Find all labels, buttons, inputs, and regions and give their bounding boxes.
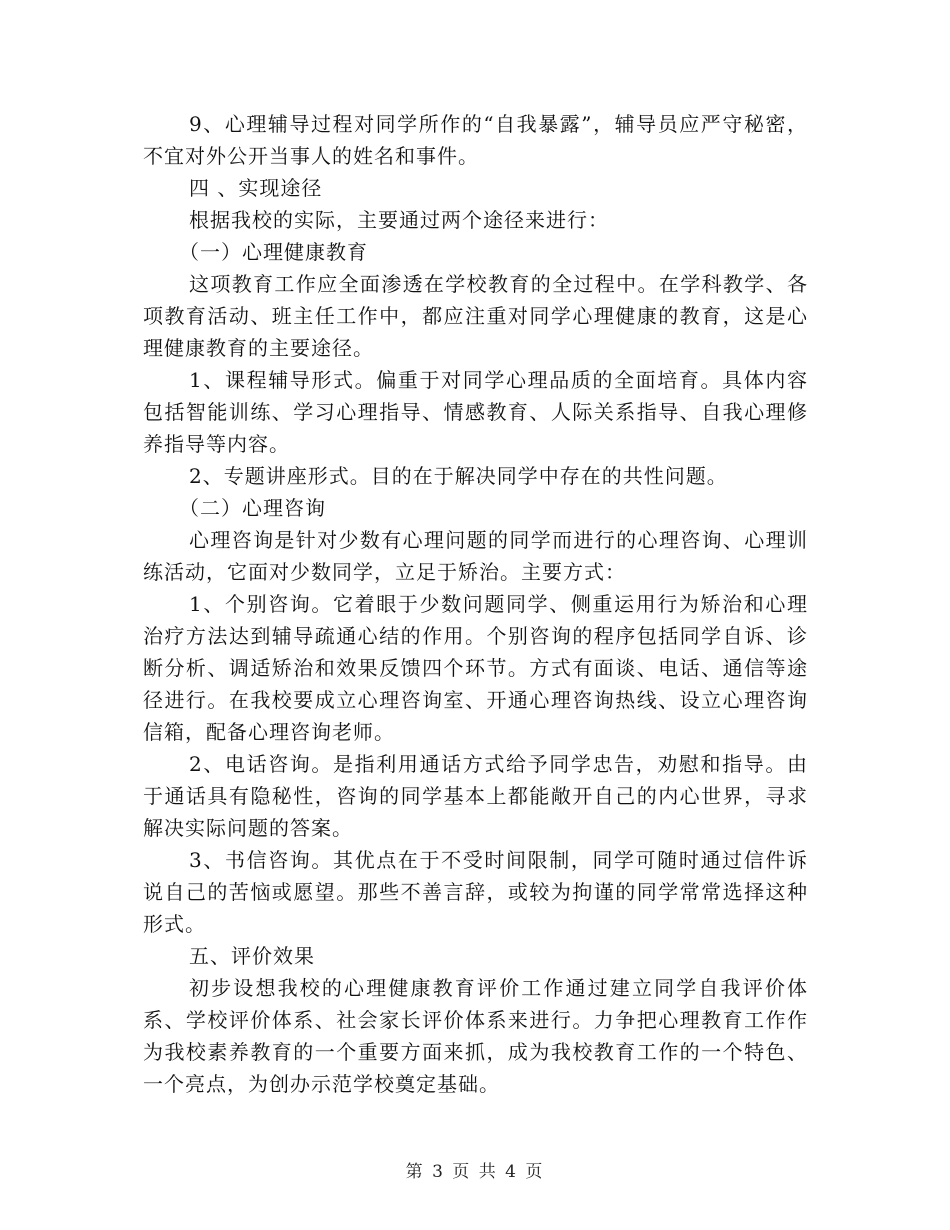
page-number-footer: 第 3 页 共 4 页 (405, 1162, 545, 1182)
paragraph-education-integration: 这项教育工作应全面渗透在学校教育的全过程中。在学科教学、各项教育活动、班主任工作中，都应注重对同学心理健康的教育，这是心理健康教育的主要途径。 (143, 272, 808, 360)
paragraph-letter-counseling: 3、书信咨询。其优点在于不受时间限制，同学可随时通过信件诉说自己的苦恼或愿望。那些不善言辞，或较为拘谨的同学常常选择这种形式。 (143, 848, 808, 936)
subheading-counseling: （二）心理咨询 (179, 496, 326, 520)
document-body (143, 108, 808, 1100)
subheading-mental-health-education: （一）心理健康教育 (179, 240, 368, 264)
paragraph-evaluation-plan: 初步设想我校的心理健康教育评价工作通过建立同学自我评价体系、学校评价体系、社会家长评价体系来进行。力争把心理教育工作作为我校素养教育的一个重要方面来抓，成为我校教育工作的一个特色、一个亮点，为创办示范学校奠定基础。 (143, 976, 808, 1096)
paragraph-counseling-intro: 心理咨询是针对少数有心理问题的同学而进行的心理咨询、心理训练活动，它面对少数同学，立足于矫治。主要方式： (143, 528, 808, 584)
paragraph-phone-counseling: 2、电话咨询。是指利用通话方式给予同学忠告，劝慰和指导。由于通话具有隐秘性，咨询的同学基本上都能敞开自己的内心世界，寻求解决实际问题的答案。 (143, 752, 808, 840)
paragraph-individual-counseling: 1、个别咨询。它着眼于少数问题同学、侧重运用行为矫治和心理治疗方法达到辅导疏通心结的作用。个别咨询的程序包括同学自诉、诊断分析、调适矫治和效果反馈四个环节。方式有面谈、电话、通信等途径进行。在我校要成立心理咨询室、开通心理咨询热线、设立心理咨询信箱，配备心理咨询老师。 (143, 592, 808, 744)
paragraph-confidentiality: 9、心理辅导过程对同学所作的“自我暴露”，辅导员应严守秘密，不宜对外公开当事人的姓名和事件。 (143, 112, 808, 168)
section-heading-implementation: 四 、实现途径 (189, 176, 323, 200)
paragraph-two-approaches: 根据我校的实际，主要通过两个途径来进行： (189, 208, 609, 232)
paragraph-lectures: 2、专题讲座形式。目的在于解决同学中存在的共性问题。 (189, 464, 728, 488)
section-heading-evaluation: 五、评价效果 (189, 944, 315, 968)
paragraph-course-guidance: 1、课程辅导形式。偏重于对同学心理品质的全面培育。具体内容包括智能训练、学习心理指导、情感教育、人际关系指导、自我心理修养指导等内容。 (143, 368, 808, 456)
